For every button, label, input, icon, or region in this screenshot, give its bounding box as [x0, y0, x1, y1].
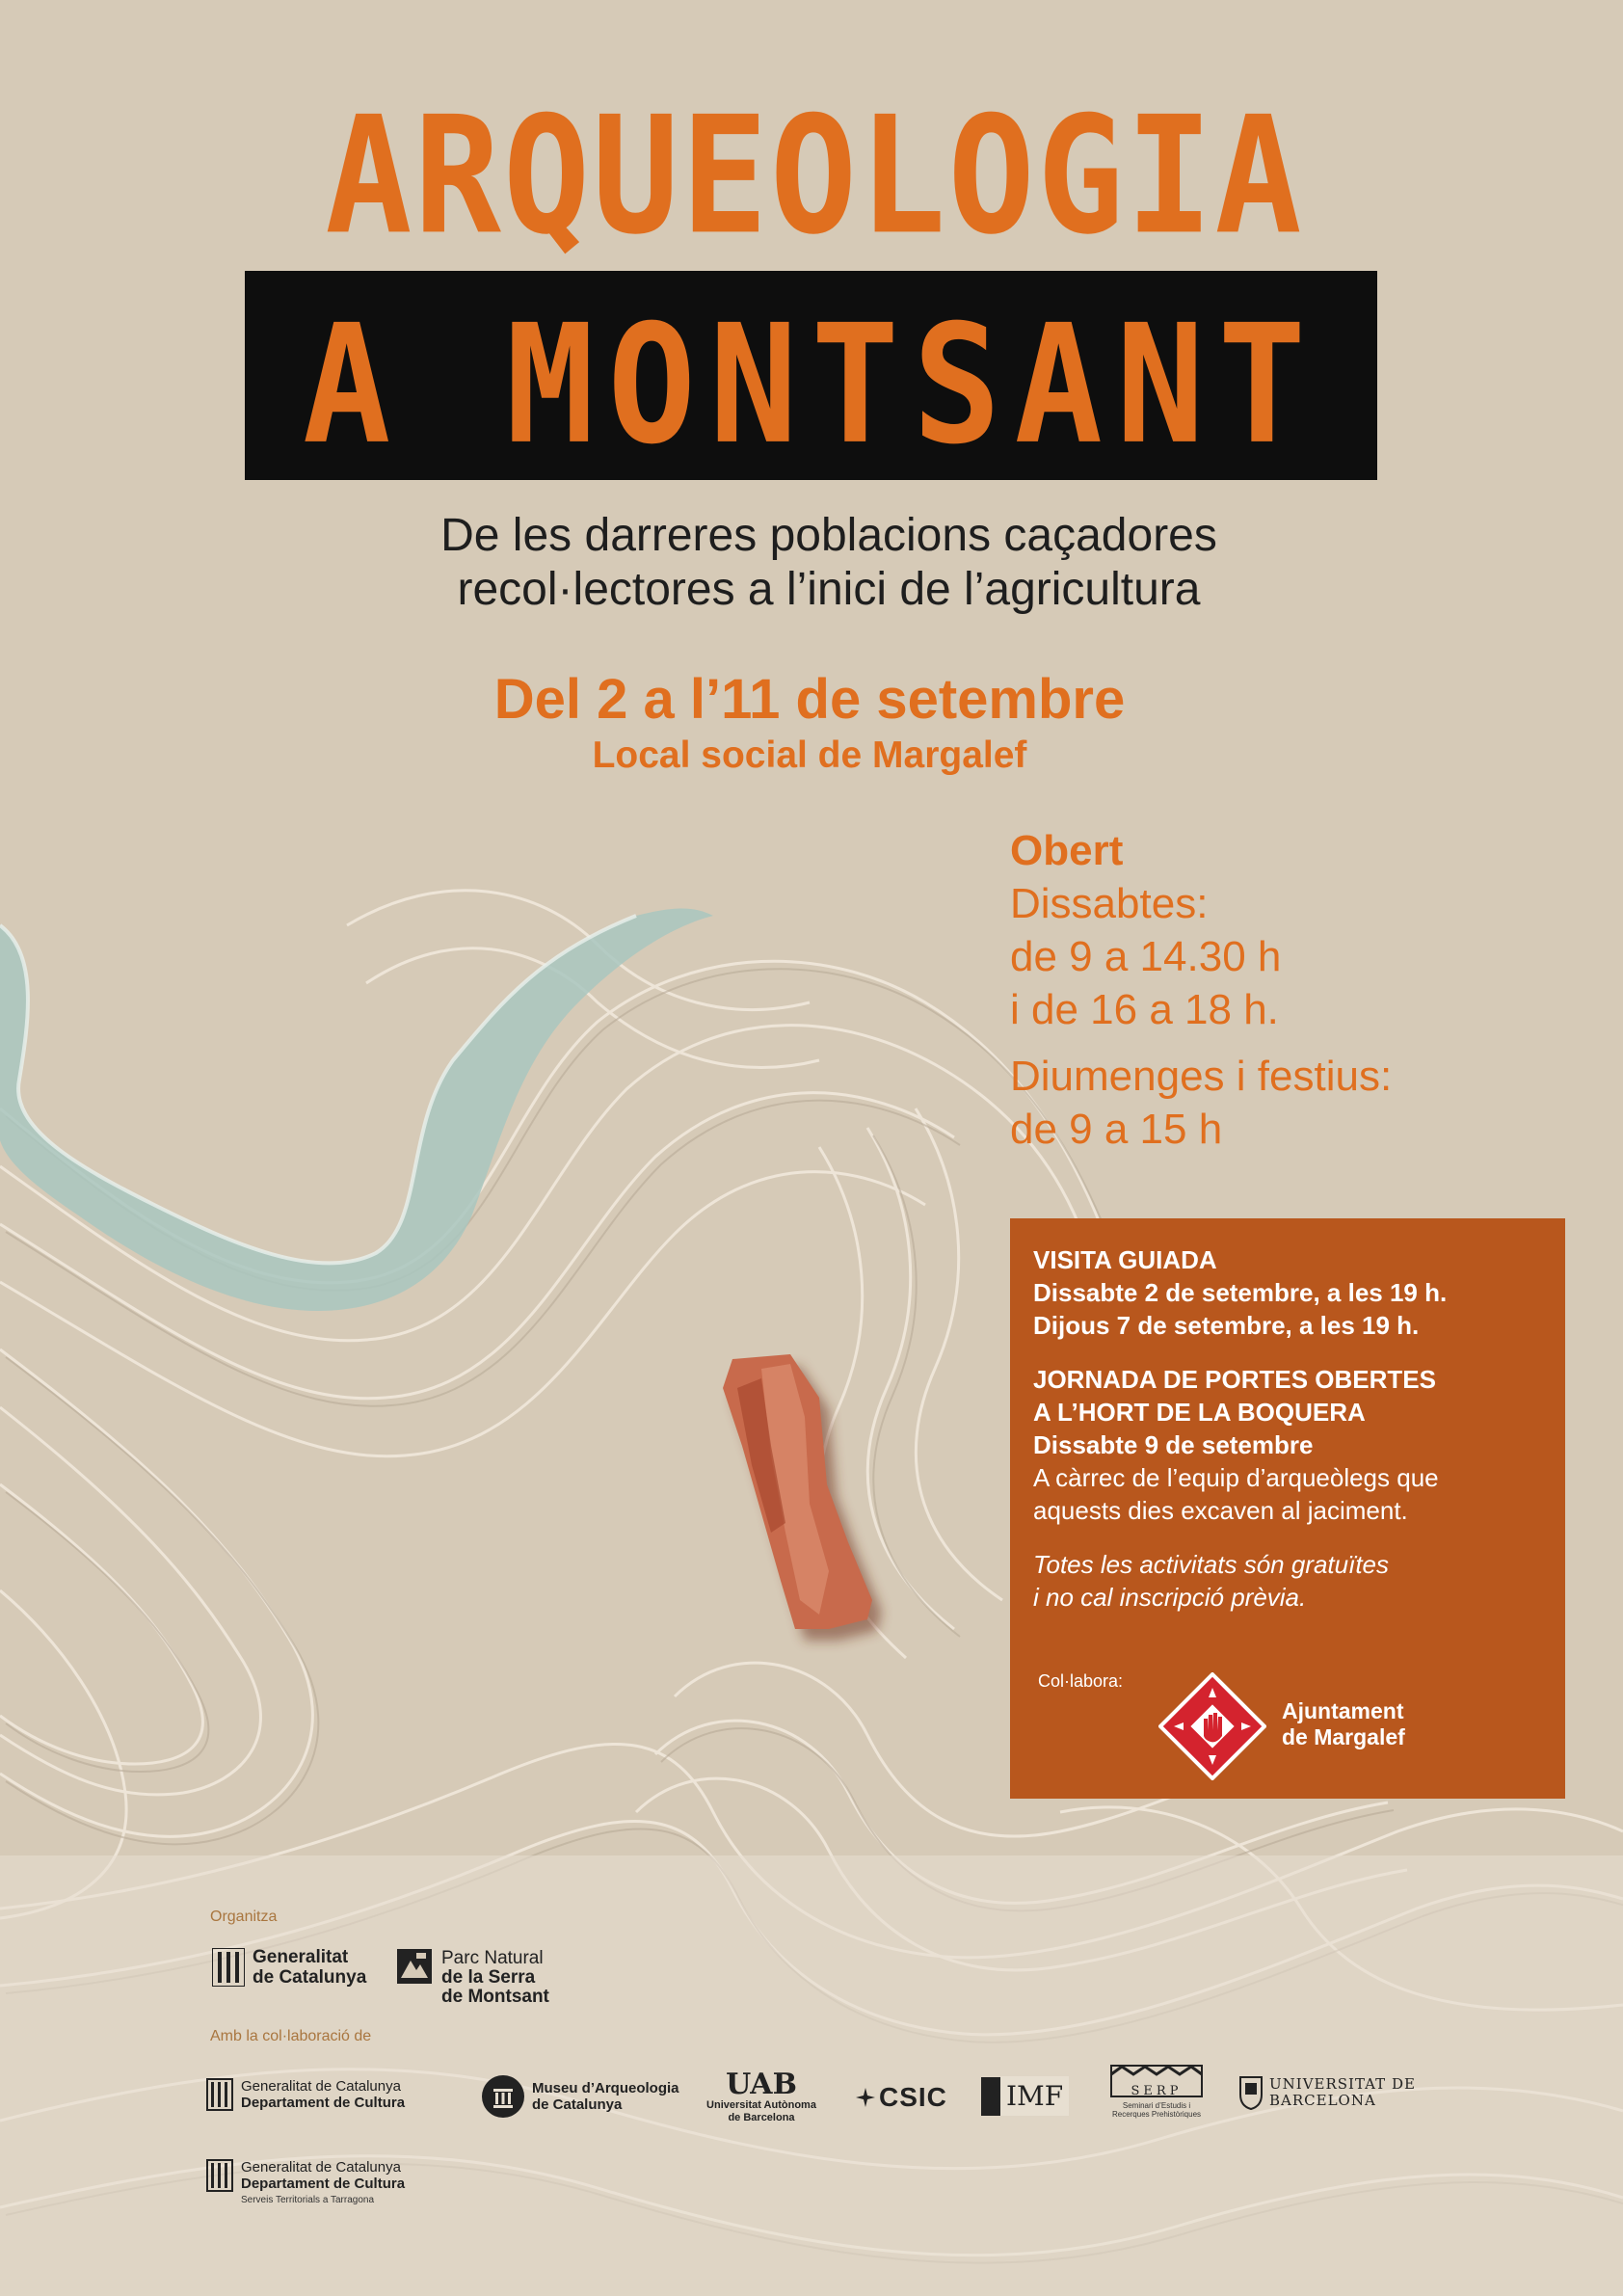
- open-day-date: Dissabte 9 de setembre: [1033, 1430, 1314, 1459]
- gencat-logo: [212, 1947, 366, 1988]
- hours-spacer: [1010, 1036, 1588, 1050]
- csic-emblem-icon: [856, 2088, 875, 2107]
- saturdays-hours-1: de 9 a 14.30 h: [1010, 933, 1282, 980]
- serp-wordmark: SERP: [1131, 2084, 1183, 2098]
- mac-logo: [482, 2075, 679, 2118]
- open-day-title-1: JORNADA DE PORTES OBERTES: [1033, 1365, 1436, 1394]
- opening-hours: [1010, 824, 1588, 1156]
- free-note-1: Totes les activitats són gratuïtes: [1033, 1550, 1390, 1579]
- park-logo: [397, 1949, 549, 2007]
- margalef-name-2: de Margalef: [1282, 1724, 1405, 1749]
- visit-date-1: Dissabte 2 de setembre, a les 19 h.: [1033, 1278, 1448, 1307]
- margalef-name-1: Ajuntament: [1282, 1698, 1404, 1723]
- hours-heading: Obert: [1010, 827, 1124, 874]
- park-line-3: de Montsant: [441, 1987, 549, 2007]
- uab-line-2: de Barcelona: [728, 2112, 795, 2123]
- gencat-stripes-icon: [206, 2159, 233, 2192]
- park-line-2: de la Serra: [441, 1967, 536, 1988]
- mac-line-1: Museu d’Arqueologia: [532, 2080, 679, 2096]
- title-arqueologia: ARQUEOLOGIA: [325, 82, 1304, 271]
- uab-logo: [694, 2070, 829, 2124]
- csic-logo: [856, 2082, 947, 2113]
- visit-title: VISITA GUIADA: [1033, 1245, 1217, 1274]
- uab-wordmark: UAB: [726, 2068, 797, 2101]
- serp-line-2: Recerques Prehistòriques: [1111, 2110, 1202, 2119]
- cultura-logo-2: [206, 2159, 405, 2208]
- ub-line-1: UNIVERSITAT DE: [1269, 2075, 1416, 2093]
- event-dates: Del 2 a l’11 de setembre: [493, 668, 1126, 731]
- ub-crest-icon: [1238, 2075, 1264, 2110]
- saturdays-hours-2: i de 16 a 18 h.: [1010, 986, 1279, 1033]
- imf-logo: [981, 2076, 1069, 2116]
- spacer: [1033, 1342, 1558, 1363]
- sundays-hours: de 9 a 15 h: [1010, 1106, 1223, 1153]
- sundays-label: Diumenges i festius:: [1010, 1053, 1393, 1100]
- gencat-line-1: Generalitat: [253, 1947, 349, 1967]
- serp-logo: [1108, 2065, 1205, 2119]
- park-line-1: Parc Natural: [441, 1948, 544, 1968]
- ub-line-2: BARCELONA: [1269, 2092, 1376, 2109]
- visit-date-2: Dijous 7 de setembre, a les 19 h.: [1033, 1311, 1420, 1340]
- event-venue: Local social de Margalef: [592, 734, 1027, 776]
- mac-museum-icon: [482, 2075, 524, 2118]
- subtitle-line-1: De les darreres poblacions caçadores: [440, 510, 1217, 561]
- open-day-desc-2: aquests dies excaven al jaciment.: [1033, 1496, 1408, 1525]
- imf-wordmark: IMF: [1000, 2076, 1069, 2116]
- open-day-desc-1: A càrrec de l’equip d’arqueòlegs que: [1033, 1463, 1439, 1492]
- collab-label: Col·labora:: [1038, 1671, 1124, 1691]
- serp-line-1: Seminari d’Estudis i: [1122, 2101, 1191, 2110]
- cultura1-line-2: Departament de Cultura: [241, 2095, 406, 2111]
- cultura1-line-1: Generalitat de Catalunya: [241, 2078, 401, 2095]
- imf-bar-icon: [981, 2077, 1000, 2116]
- gencat-stripes-icon: [206, 2078, 233, 2111]
- cultura2-line-3: Serveis Territorials a Tarragona: [241, 2195, 375, 2205]
- margalef-name: [1282, 1698, 1405, 1750]
- park-mountain-icon: [397, 1949, 432, 1984]
- title-a-montsant: A MONTSANT: [302, 289, 1320, 481]
- subtitle: [241, 509, 1417, 617]
- margalef-coat-of-arms-icon: [1158, 1672, 1266, 1780]
- free-note-2: i no cal inscripció prèvia.: [1033, 1583, 1307, 1612]
- activities-text: [1033, 1243, 1558, 1614]
- open-day-title-2: A L’HORT DE LA BOQUERA: [1033, 1398, 1366, 1427]
- collaboration-label: Amb la col·laboració de: [210, 2028, 372, 2044]
- gencat-line-2: de Catalunya: [253, 1967, 367, 1988]
- organizes-label: Organitza: [210, 1909, 278, 1925]
- ub-logo: [1238, 2075, 1416, 2110]
- gencat-stripes-icon: [212, 1948, 245, 1987]
- uab-line-1: Universitat Autònoma: [706, 2099, 816, 2111]
- csic-wordmark: CSIC: [879, 2082, 947, 2112]
- cultura2-line-1: Generalitat de Catalunya: [241, 2159, 401, 2176]
- cultura2-line-2: Departament de Cultura: [241, 2176, 406, 2192]
- mac-line-2: de Catalunya: [532, 2096, 623, 2113]
- spacer: [1033, 1527, 1558, 1548]
- subtitle-line-2: recol·lectores a l’inici de l’agricultura: [457, 564, 1201, 615]
- cultura-logo-1: [206, 2078, 405, 2111]
- saturdays-label: Dissabtes:: [1010, 880, 1209, 927]
